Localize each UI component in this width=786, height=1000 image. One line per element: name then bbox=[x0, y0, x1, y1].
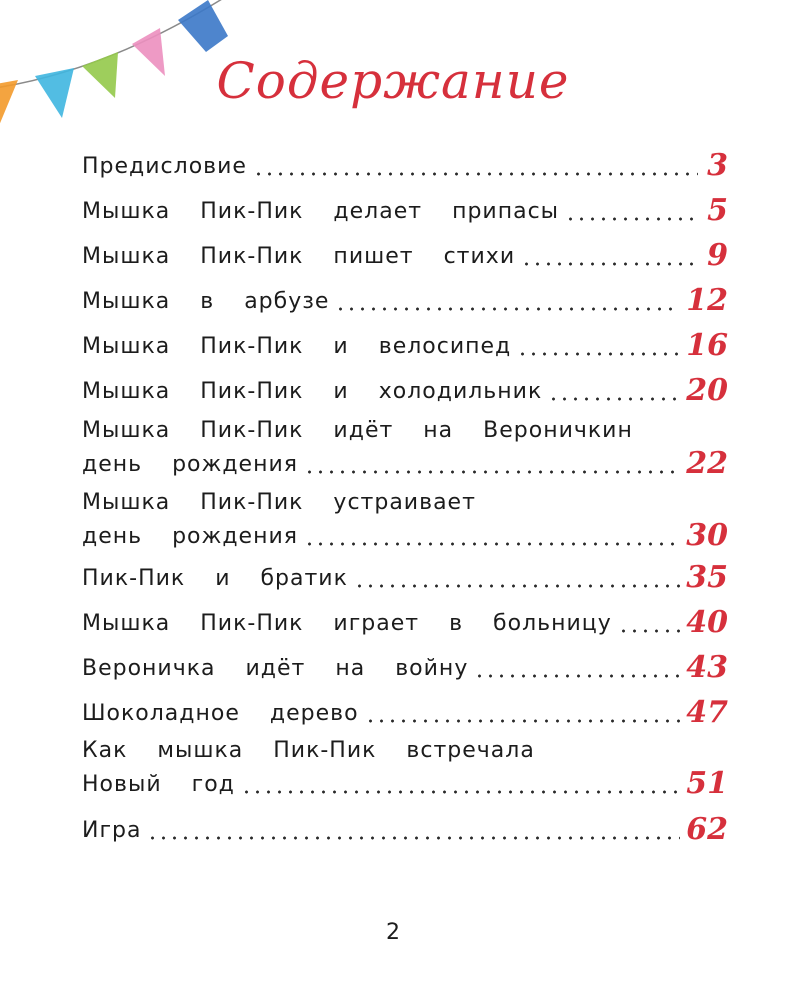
dot-leader bbox=[304, 541, 680, 547]
toc-entry-page: 12 bbox=[686, 283, 728, 318]
dot-leader bbox=[474, 673, 680, 679]
dot-leader bbox=[365, 718, 681, 724]
toc-entry-title: день рождения bbox=[82, 452, 298, 477]
toc-entry[interactable] bbox=[82, 372, 728, 410]
toc-entry[interactable] bbox=[82, 811, 728, 849]
dot-leader bbox=[354, 583, 680, 589]
toc-entry[interactable] bbox=[82, 559, 728, 597]
toc-entry[interactable] bbox=[82, 192, 728, 230]
toc-entry-title: Предисловие bbox=[82, 154, 247, 179]
toc-entry-title: Новый год bbox=[82, 772, 235, 797]
toc-entry-title-line1: Мышка Пик-Пик устраивает bbox=[82, 490, 476, 515]
flag-darkblue bbox=[178, 0, 228, 52]
toc-entry-page: 40 bbox=[686, 605, 728, 640]
toc-entry-page: 62 bbox=[686, 812, 728, 847]
toc-entry-page: 30 bbox=[686, 518, 728, 553]
toc-entry-title-line1: Как мышка Пик-Пик встречала bbox=[82, 738, 535, 763]
toc-entry-page: 16 bbox=[686, 328, 728, 363]
dot-leader bbox=[548, 396, 680, 402]
dot-leader bbox=[253, 171, 698, 177]
toc-entry-title-line1: Мышка Пик-Пик идёт на Вероничкин bbox=[82, 418, 633, 443]
dot-leader bbox=[618, 628, 680, 634]
page-number: 2 bbox=[386, 920, 400, 945]
table-of-contents bbox=[82, 147, 728, 849]
toc-entry-title: Вероничка идёт на войну bbox=[82, 656, 469, 681]
dot-leader bbox=[241, 789, 680, 795]
dot-leader bbox=[565, 216, 698, 222]
toc-entry-page: 3 bbox=[707, 148, 728, 183]
toc-entry-title: Шоколадное дерево bbox=[82, 701, 359, 726]
toc-entry[interactable] bbox=[82, 147, 728, 185]
toc-entry-title: Пик-Пик и братик bbox=[82, 566, 348, 591]
toc-entry[interactable] bbox=[82, 737, 728, 803]
toc-entry-title: день рождения bbox=[82, 524, 298, 549]
toc-entry[interactable] bbox=[82, 604, 728, 642]
dot-leader bbox=[517, 351, 680, 357]
toc-entry-title: Мышка Пик-Пик и велосипед bbox=[82, 334, 512, 359]
toc-entry-page: 22 bbox=[686, 446, 728, 481]
toc-entry-page: 47 bbox=[686, 695, 728, 730]
toc-entry[interactable] bbox=[82, 237, 728, 275]
toc-entry-title: Мышка Пик-Пик делает припасы bbox=[82, 199, 560, 224]
dot-leader bbox=[335, 306, 680, 312]
toc-entry[interactable] bbox=[82, 327, 728, 365]
dot-leader bbox=[304, 469, 680, 475]
toc-entry-title: Игра bbox=[82, 818, 142, 843]
toc-entry[interactable] bbox=[82, 417, 728, 483]
page-title: Содержание bbox=[216, 52, 570, 110]
toc-entry-title: Мышка Пик-Пик пишет стихи bbox=[82, 244, 516, 269]
dot-leader bbox=[147, 835, 680, 841]
dot-leader bbox=[521, 261, 698, 267]
toc-entry-title: Мышка Пик-Пик играет в больницу bbox=[82, 611, 612, 636]
toc-entry-page: 5 bbox=[707, 193, 728, 228]
toc-entry[interactable] bbox=[82, 489, 728, 555]
toc-entry-title: Мышка Пик-Пик и холодильник bbox=[82, 379, 543, 404]
toc-entry-page: 43 bbox=[686, 650, 728, 685]
toc-entry-page: 51 bbox=[686, 766, 728, 801]
toc-entry[interactable] bbox=[82, 649, 728, 687]
toc-entry-page: 9 bbox=[707, 238, 728, 273]
toc-entry[interactable] bbox=[82, 282, 728, 320]
toc-entry-page: 35 bbox=[686, 560, 728, 595]
toc-entry-page: 20 bbox=[686, 373, 728, 408]
toc-entry[interactable] bbox=[82, 694, 728, 732]
toc-entry-title: Мышка в арбузе bbox=[82, 289, 330, 314]
